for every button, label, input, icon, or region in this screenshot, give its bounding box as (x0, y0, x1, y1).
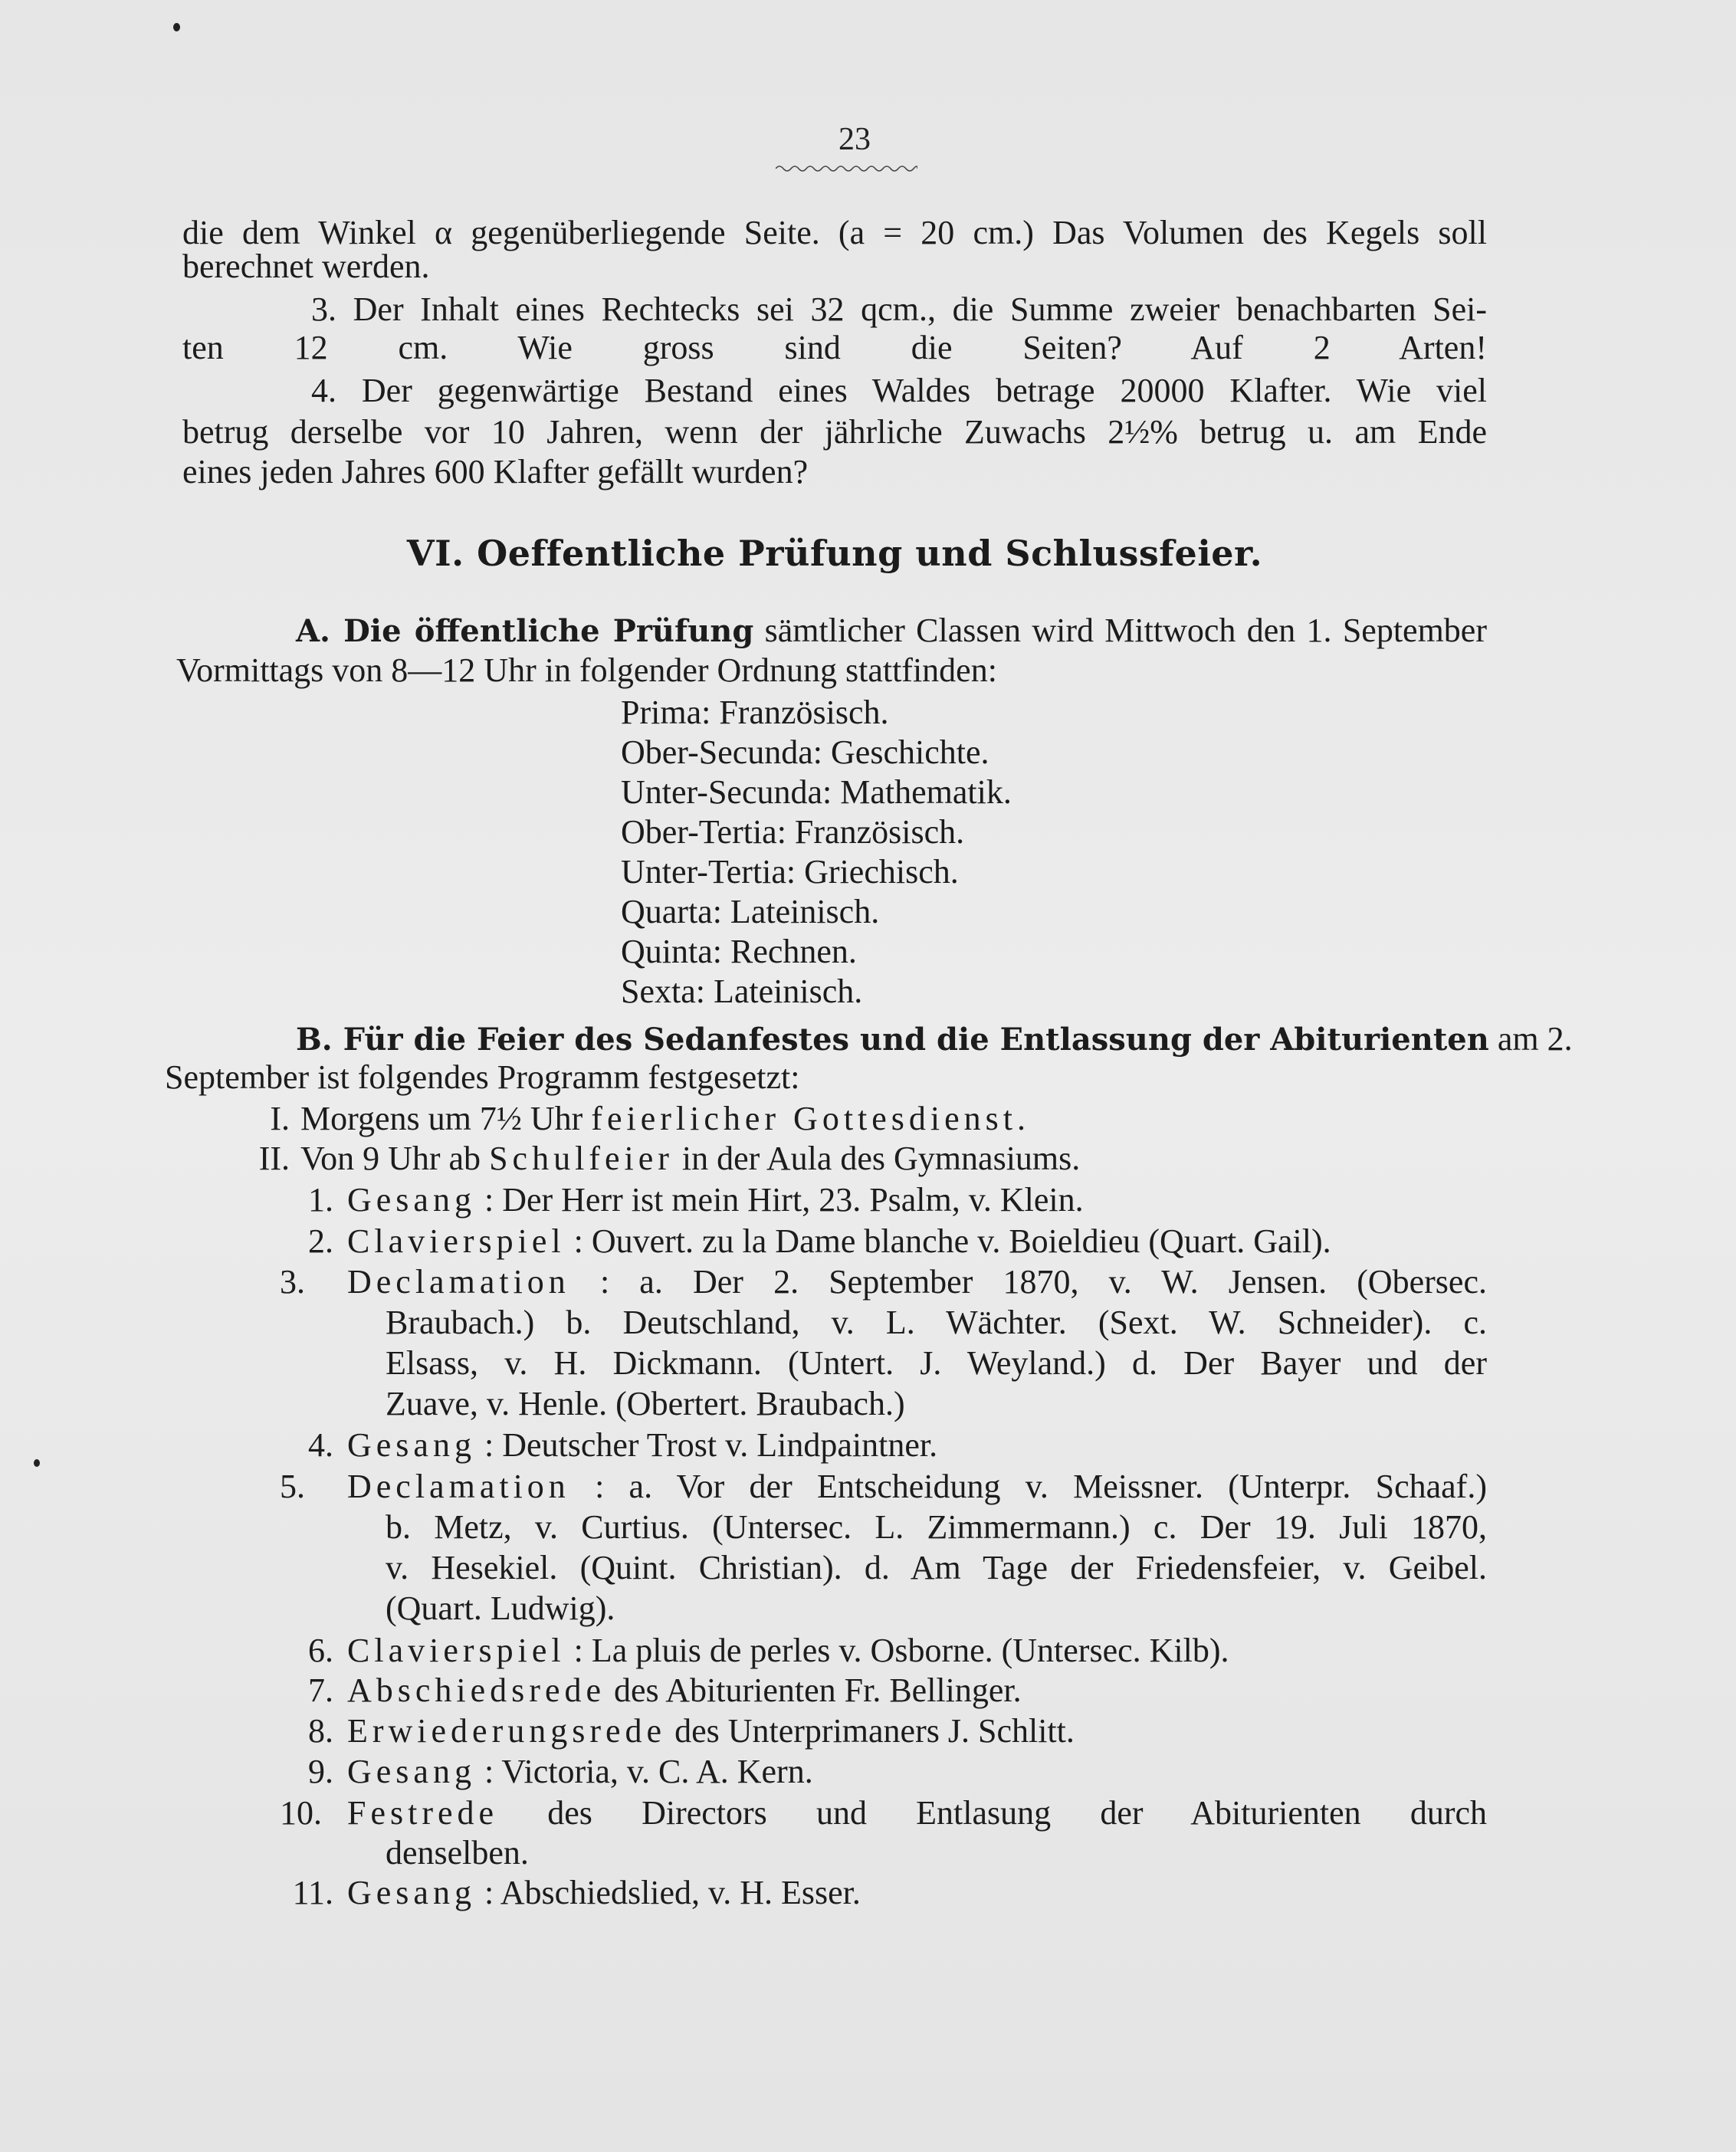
ink-speck (34, 1459, 40, 1467)
program-item-cont: v. Hesekiel. (Quint. Christian). d. Am Tage der Friedensfeier, v. Geibel. (386, 1549, 1487, 1586)
exam-item: Quinta: Rechnen. (621, 933, 857, 970)
part-a-label: A. Die öffentliche Prüfung (296, 613, 754, 649)
exam-item: Ober-Secunda: Geschichte. (621, 733, 989, 771)
program-item: 7. Abschiedsrede des Abiturienten Fr. Bellinger. (308, 1671, 1022, 1709)
program-item-cont: Braubach.) b. Deutschland, v. L. Wächter. (Sext. W. Schneider). c. (386, 1304, 1487, 1341)
program-item: 4. Gesang : Deutscher Trost v. Lindpaintner. (308, 1426, 938, 1464)
text-line: 3. Der Inhalt eines Rechtecks sei 32 qcm., die Summe zweier benachbarten Sei- (311, 290, 1487, 328)
text-line: ten 12 cm. Wie gross sind die Seiten? Auf 2 Arten! (182, 329, 1487, 366)
ink-speck (173, 23, 180, 31)
exam-item: Prima: Französisch. (621, 694, 889, 731)
program-item: 6. Clavierspiel : La pluis de perles v. Osborne. (Untersec. Kilb). (308, 1632, 1229, 1669)
part-b-label: B. Für die Feier des Sedanfestes und die Entlassung der Abiturienten (296, 1022, 1489, 1058)
program-item: 3. Declamation : a. Der 2. September 1870, v. W. Jensen. (Obersec. (280, 1263, 1487, 1301)
text-line: berechnet werden. (182, 248, 430, 285)
text-line: betrug derselbe vor 10 Jahren, wenn der jährliche Zuwachs 2½% betrug u. am Ende (182, 413, 1487, 451)
part-a-line: A. Die öffentliche Prüfung sämtlicher Classen wird Mittwoch den 1. September (296, 612, 1487, 649)
program-item-cont: (Quart. Ludwig). (386, 1589, 615, 1627)
folio-ornament (776, 163, 917, 174)
roman-item: II. Von 9 Uhr ab Schulfeier in der Aula des Gymnasiums. (258, 1140, 1081, 1177)
program-item: 5. Declamation : a. Vor der Entscheidung v. Meissner. (Unterpr. Schaaf.) (280, 1468, 1487, 1505)
program-item: 10. Festrede des Directors und Entlasung der Abiturienten durch (280, 1794, 1487, 1832)
exam-item: Sexta: Lateinisch. (621, 973, 863, 1010)
part-b-line: B. Für die Feier des Sedanfestes und die Entlassung der Abiturienten am 2. (296, 1020, 1573, 1058)
exam-item: Ober-Tertia: Französisch. (621, 813, 965, 851)
program-item: 2. Clavierspiel : Ouvert. zu la Dame blanche v. Boieldieu (Quart. Gail). (308, 1222, 1331, 1260)
program-item-cont: denselben. (386, 1834, 529, 1872)
program-item: 1. Gesang : Der Herr ist mein Hirt, 23. Psalm, v. Klein. (308, 1181, 1084, 1219)
program-item-cont: Elsass, v. H. Dickmann. (Untert. J. Weyland.) d. Der Bayer und der (386, 1344, 1487, 1382)
program-item: 9. Gesang : Victoria, v. C. A. Kern. (308, 1753, 813, 1790)
program-item: 8. Erwiederungsrede des Unterprimaners J. Schlitt. (308, 1712, 1075, 1750)
exam-item: Quarta: Lateinisch. (621, 893, 880, 930)
section-heading: VI. Oeffentliche Prüfung und Schlussfeier. (406, 533, 1263, 574)
program-item-cont: b. Metz, v. Curtius. (Untersec. L. Zimmermann.) c. Der 19. Juli 1870, (386, 1508, 1487, 1546)
text-line: Vormittags von 8—12 Uhr in folgender Ordnung stattfinden: (176, 651, 997, 689)
text-line: die dem Winkel α gegenüberliegende Seite. (a = 20 cm.) Das Volumen des Kegels soll (182, 214, 1487, 251)
exam-item: Unter-Tertia: Griechisch. (621, 853, 959, 891)
text-line: 4. Der gegenwärtige Bestand eines Waldes betrage 20000 Klafter. Wie viel (311, 372, 1487, 409)
text-line: eines jeden Jahres 600 Klafter gefällt wurden? (182, 453, 809, 490)
program-item: 11. Gesang : Abschiedslied, v. H. Esser. (292, 1874, 861, 1911)
text-line: September ist folgendes Programm festgesetzt: (165, 1058, 800, 1096)
page-number: 23 (838, 122, 871, 157)
program-item-cont: Zuave, v. Henle. (Obertert. Braubach.) (386, 1385, 905, 1422)
exam-item: Unter-Secunda: Mathematik. (621, 773, 1012, 811)
roman-item: I. Morgens um 7½ Uhr feierlicher Gottesdienst. (270, 1100, 1031, 1137)
